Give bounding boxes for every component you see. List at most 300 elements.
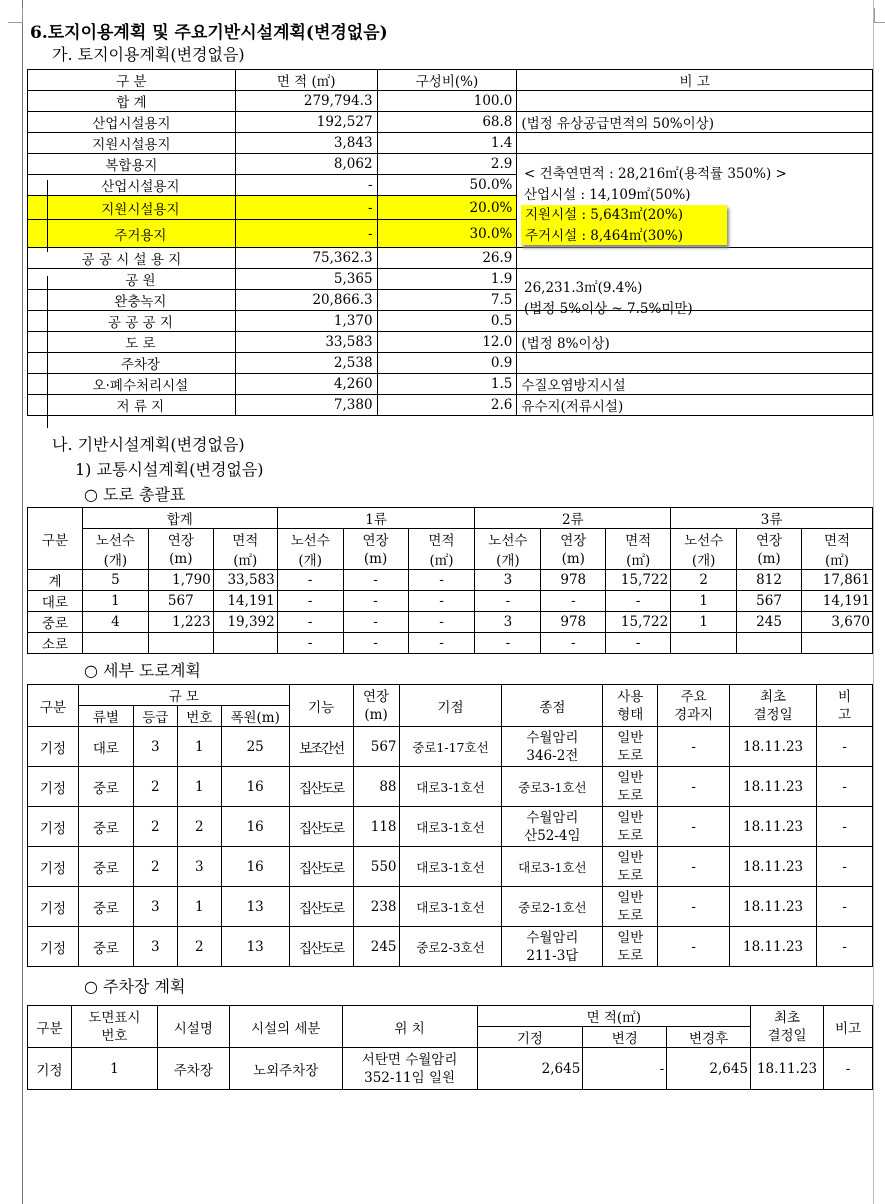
cell-width: 13 (221, 887, 289, 927)
cell: 812 (737, 570, 802, 591)
row-name: 복합용지 (28, 154, 236, 175)
cell-end-1: 수월암리 (526, 809, 579, 826)
row-name: 산업시설용지 (28, 112, 236, 133)
complex-note-floor-area (524, 164, 787, 206)
cell (737, 633, 802, 654)
row-ratio: 30.0% (377, 220, 517, 248)
header-area: 면적 (606, 529, 671, 550)
callout-support-facility: 지원시설 : 5,643㎡(20%) (525, 207, 683, 223)
cell-division: 기정 (28, 887, 79, 927)
table-row (28, 807, 873, 847)
cell: - (277, 570, 343, 591)
cell-end-2: 211-3답 (526, 947, 579, 964)
cell-start: 중로2-3호선 (399, 927, 502, 967)
cell-division: 기정 (28, 807, 79, 847)
cell-note: - (817, 847, 873, 887)
table-row (28, 633, 873, 654)
row-name: 중로 (28, 612, 83, 633)
cell (82, 633, 148, 654)
row-note (517, 353, 873, 374)
cell-type: 중로 (78, 927, 133, 967)
cell-date: 18.11.23 (730, 767, 817, 807)
row-name: 도 로 (28, 332, 236, 353)
cell-division: 기정 (28, 727, 79, 767)
table-row (28, 332, 873, 353)
header-division: 구 분 (28, 70, 236, 91)
cell-grade: 2 (133, 767, 177, 807)
cell-type: 대로 (78, 727, 133, 767)
row-name: 산업시설용지 (28, 175, 236, 196)
table-row (28, 311, 873, 332)
header-width: 폭원(m) (221, 706, 289, 727)
header-unit: (㎡) (606, 549, 671, 570)
park-note-line2: (법정 5%이상 ~ 7.5%미만) (524, 301, 693, 317)
row-note: 유수지(저류시설) (517, 395, 873, 416)
row-note (517, 133, 873, 154)
row-note: (법정 유상공급면적의 50%이상) (517, 112, 873, 133)
header-function: 기능 (289, 685, 353, 727)
header-scale: 규 모 (78, 685, 289, 706)
cell-function: 집산도로 (289, 927, 353, 967)
complex-note-line1: < 건축연면적 : 28,216㎡(용적률 350%) > (524, 166, 787, 182)
header-via-2: 경과지 (674, 706, 714, 723)
table-row (28, 353, 873, 374)
row-note: 수질오염방지시설 (517, 374, 873, 395)
header-note: 비 고 (517, 70, 873, 91)
header-length-1: 연장 (363, 688, 390, 705)
cell-use-2: 도로 (617, 947, 644, 964)
cell-division: 기정 (28, 847, 79, 887)
cell-use (603, 727, 658, 767)
cell-use-1: 일반 (617, 849, 644, 866)
cell-note: - (824, 1048, 873, 1090)
row-ratio: 68.8 (377, 112, 517, 133)
cell-use-1: 일반 (617, 929, 644, 946)
table-row (28, 112, 873, 133)
cell-facility-detail: 노외주차장 (229, 1048, 342, 1090)
cell-after-change: 2,645 (667, 1048, 751, 1090)
header-ratio: 구성비(%) (377, 70, 517, 91)
header-total: 합계 (82, 508, 277, 529)
row-ratio: 1.5 (377, 374, 517, 395)
cell: - (343, 612, 408, 633)
indent-line-public (47, 276, 48, 428)
cell-function: 집산도로 (289, 767, 353, 807)
cell (801, 633, 872, 654)
section-title: 6.토지이용계획 및 주요기반시설계획(변경없음) (30, 23, 388, 43)
header-unit: (m) (541, 549, 606, 570)
cell-location-2: 352-11임 일원 (364, 1069, 456, 1086)
header-change: 변경 (583, 1027, 667, 1048)
header-area: 면 적 (㎡) (235, 70, 377, 91)
cell (148, 633, 213, 654)
cell: 3 (475, 612, 541, 633)
cell-number: 3 (177, 847, 221, 887)
header-area: 면적 (213, 529, 277, 550)
complex-note-line2: 산업시설 : 14,109㎡(50%) (524, 187, 691, 203)
cell-date: 18.11.23 (730, 807, 817, 847)
cell-end-2: 산52-4임 (524, 827, 581, 844)
callout-residential: 주거시설 : 8,464㎡(30%) (525, 228, 683, 244)
row-name: 공 공 시 설 용 지 (28, 248, 236, 269)
road-summary-table (27, 507, 873, 654)
cell-function: 집산도로 (289, 887, 353, 927)
row-name: 주차장 (28, 353, 236, 374)
header-use-1: 사용 (617, 688, 644, 705)
cell: 5 (82, 570, 148, 591)
cell-use-1: 일반 (617, 729, 644, 746)
row-name: 공 원 (28, 269, 236, 290)
cell-start: 대로3-1호선 (399, 767, 502, 807)
cell: 1 (82, 591, 148, 612)
cell: - (277, 591, 343, 612)
subsection-land-use: 가. 토지이용계획(변경없음) (52, 45, 245, 64)
cell-number: 1 (177, 767, 221, 807)
row-ratio: 100.0 (377, 91, 517, 112)
row-ratio: 2.9 (377, 154, 517, 175)
cell: 17,861 (801, 570, 872, 591)
cell-end-1: 수월암리 (526, 729, 579, 746)
row-area: 4,260 (235, 374, 377, 395)
header-routes: 노선수 (82, 529, 148, 550)
road-detail-table (27, 684, 873, 967)
cell: - (343, 570, 408, 591)
cell-width: 13 (221, 927, 289, 967)
cell-use-2: 도로 (617, 787, 644, 804)
cell-function: 집산도로 (289, 847, 353, 887)
row-ratio: 2.6 (377, 395, 517, 416)
cell-via: - (658, 807, 730, 847)
cell-note: - (817, 767, 873, 807)
row-name: 공 공 공 지 (28, 311, 236, 332)
road-detail-title: ○ 세부 도로계획 (84, 661, 201, 680)
table-row (28, 612, 873, 633)
header-area: 면적 (801, 529, 872, 550)
header-length: 연장 (541, 529, 606, 550)
cell-date: 18.11.23 (730, 847, 817, 887)
cell: 15,722 (606, 570, 671, 591)
row-ratio: 7.5 (377, 290, 517, 311)
header-date-2: 결정일 (767, 1027, 807, 1044)
row-ratio: 50.0% (377, 175, 517, 196)
cell-grade: 3 (133, 887, 177, 927)
table-header-row (28, 549, 873, 570)
cell-end-1: 수월암리 (526, 929, 579, 946)
cell-date: 18.11.23 (751, 1048, 824, 1090)
cell-width: 16 (221, 807, 289, 847)
row-area: 1,370 (235, 311, 377, 332)
cell-number: 1 (177, 887, 221, 927)
cell-note: - (817, 927, 873, 967)
cell (671, 633, 737, 654)
header-via (658, 685, 730, 727)
header-use-2: 형태 (617, 706, 644, 723)
header-routes: 노선수 (671, 529, 737, 550)
cell: - (408, 612, 475, 633)
cell-end (502, 767, 603, 807)
row-area: 8,062 (235, 154, 377, 175)
cell (213, 633, 277, 654)
row-area: 7,380 (235, 395, 377, 416)
cell-start: 대로3-1호선 (399, 887, 502, 927)
cell-end-1: 중로3-1호선 (518, 779, 587, 795)
cell-type: 중로 (78, 847, 133, 887)
cell-location (342, 1048, 477, 1090)
cell-use (603, 887, 658, 927)
row-area: - (235, 220, 377, 248)
header-unit: (㎡) (213, 549, 277, 570)
cell: 3,670 (801, 612, 872, 633)
cell: 19,392 (213, 612, 277, 633)
header-number: 번호 (177, 706, 221, 727)
header-note-1: 비 (837, 688, 852, 705)
header-date-1: 최초 (773, 1009, 801, 1026)
cell: 4 (82, 612, 148, 633)
header-unit: (개) (671, 549, 737, 570)
cell-use (603, 847, 658, 887)
park-note (524, 278, 693, 320)
row-area: 33,583 (235, 332, 377, 353)
cell-date: 18.11.23 (730, 887, 817, 927)
table-row (28, 269, 873, 290)
header-location: 위 치 (342, 1006, 477, 1048)
cell: - (343, 633, 408, 654)
table-row (28, 887, 873, 927)
row-area: 3,843 (235, 133, 377, 154)
cell-number: 2 (177, 807, 221, 847)
subsection-transport: 1) 교통시설계획(변경없음) (75, 460, 264, 479)
cell-function: 집산도로 (289, 807, 353, 847)
row-area: - (235, 196, 377, 220)
row-ratio: 0.5 (377, 311, 517, 332)
cell: - (408, 633, 475, 654)
table-row (28, 248, 873, 269)
row-area: 192,527 (235, 112, 377, 133)
row-name: 지원시설용지 (28, 196, 236, 220)
table-row (28, 395, 873, 416)
road-summary-title: ○ 도로 총괄표 (84, 485, 186, 504)
header-division: 구분 (28, 1006, 72, 1048)
table-row (28, 847, 873, 887)
cell-via: - (658, 887, 730, 927)
header-date-2: 결정일 (753, 706, 793, 723)
cell: - (475, 591, 541, 612)
cell-change: - (583, 1048, 667, 1090)
header-division: 구분 (28, 685, 79, 727)
row-note (517, 91, 873, 112)
header-unit: (개) (82, 549, 148, 570)
parking-title: ○ 주차장 계획 (84, 977, 186, 996)
cell-use (603, 807, 658, 847)
cell-date: 18.11.23 (730, 927, 817, 967)
highlight-callout (521, 205, 727, 245)
header-facility-detail: 시설의 세분 (229, 1006, 342, 1048)
header-unit: (m) (343, 549, 408, 570)
row-name: 저 류 지 (28, 395, 236, 416)
header-area: 면적 (408, 529, 475, 550)
cell-use-2: 도로 (617, 907, 644, 924)
header-length: 연장 (343, 529, 408, 550)
header-class2: 2류 (475, 508, 671, 529)
header-start: 기점 (399, 685, 502, 727)
cell-function: 보조간선 (289, 727, 353, 767)
cell-width: 16 (221, 847, 289, 887)
cell-start: 대로3-1호선 (399, 807, 502, 847)
header-class1: 1류 (277, 508, 475, 529)
cell-via: - (658, 767, 730, 807)
row-ratio: 1.4 (377, 133, 517, 154)
cell: 1,223 (148, 612, 213, 633)
cell-grade: 2 (133, 847, 177, 887)
header-unit: (m) (148, 549, 213, 570)
cell-length: 567 (353, 727, 399, 767)
cell-use-1: 일반 (617, 809, 644, 826)
cell-note: - (817, 807, 873, 847)
cell-type: 중로 (78, 887, 133, 927)
parking-table (27, 1005, 873, 1090)
cell-end (502, 727, 603, 767)
row-area: 20,866.3 (235, 290, 377, 311)
cell-grade: 3 (133, 727, 177, 767)
row-area: 2,538 (235, 353, 377, 374)
header-routes: 노선수 (475, 529, 541, 550)
cell-note: - (817, 887, 873, 927)
header-date (730, 685, 817, 727)
cell-use (603, 767, 658, 807)
cell-start: 중로1-17호선 (399, 727, 502, 767)
cell: - (541, 591, 606, 612)
cell-use-2: 도로 (617, 747, 644, 764)
table-row (28, 1048, 873, 1090)
header-via-1: 주요 (680, 688, 707, 705)
row-ratio: 0.9 (377, 353, 517, 374)
table-header-row (28, 529, 873, 550)
cell: 567 (737, 591, 802, 612)
header-type: 류별 (78, 706, 133, 727)
header-routes: 노선수 (277, 529, 343, 550)
row-name: 오·폐수처리시설 (28, 374, 236, 395)
table-row (28, 727, 873, 767)
cell-length: 88 (353, 767, 399, 807)
cell: 33,583 (213, 570, 277, 591)
cell-use-2: 도로 (617, 867, 644, 884)
header-unit: (m) (737, 549, 802, 570)
cell-end (502, 807, 603, 847)
header-unit: (개) (475, 549, 541, 570)
table-header-row (28, 70, 873, 91)
cell: 1,790 (148, 570, 213, 591)
header-note-2: 고 (837, 706, 852, 723)
cell: 14,191 (801, 591, 872, 612)
row-name: 소로 (28, 633, 83, 654)
cell: 1 (671, 591, 737, 612)
table-row (28, 133, 873, 154)
cell-length: 550 (353, 847, 399, 887)
row-ratio: 20.0% (377, 196, 517, 220)
page-corner-mark (8, 8, 23, 23)
header-map-1: 도면표시 (88, 1009, 141, 1026)
cell: 567 (148, 591, 213, 612)
table-row (28, 374, 873, 395)
cell: 15,722 (606, 612, 671, 633)
cell-use-1: 일반 (617, 769, 644, 786)
cell-existing: 2,645 (477, 1048, 583, 1090)
cell-end (502, 887, 603, 927)
row-ratio: 1.9 (377, 269, 517, 290)
cell-start: 대로3-1호선 (399, 847, 502, 887)
header-note (817, 685, 873, 727)
cell: - (277, 612, 343, 633)
header-length-2: (m) (364, 706, 388, 723)
cell-division: 기정 (28, 927, 79, 967)
header-area: 면 적(㎡) (477, 1006, 751, 1027)
table-header-row (28, 1006, 873, 1027)
table-header-row (28, 508, 873, 529)
row-name: 주거용지 (28, 220, 236, 248)
cell-width: 25 (221, 727, 289, 767)
header-length (353, 685, 399, 727)
row-area: - (235, 175, 377, 196)
cell-location-1: 서탄면 수월암리 (361, 1051, 458, 1068)
cell-end (502, 927, 603, 967)
header-end: 종점 (502, 685, 603, 727)
row-name: 계 (28, 570, 83, 591)
header-note: 비고 (824, 1006, 873, 1048)
header-unit: (㎡) (801, 549, 872, 570)
table-row (28, 927, 873, 967)
cell: 14,191 (213, 591, 277, 612)
cell-date: 18.11.23 (730, 727, 817, 767)
header-facility-name: 시설명 (157, 1006, 229, 1048)
cell: 978 (541, 612, 606, 633)
cell: - (343, 591, 408, 612)
table-row (28, 91, 873, 112)
cell-grade: 3 (133, 927, 177, 967)
table-header-row (28, 685, 873, 706)
cell-length: 118 (353, 807, 399, 847)
header-division: 구분 (28, 508, 83, 570)
cell-via: - (658, 927, 730, 967)
cell-length: 238 (353, 887, 399, 927)
cell-note: - (817, 727, 873, 767)
cell-end-2: 346-2전 (526, 747, 579, 764)
row-name: 합 계 (28, 91, 236, 112)
cell-use-2: 도로 (617, 827, 644, 844)
cell: - (277, 633, 343, 654)
header-use (603, 685, 658, 727)
row-ratio: 26.9 (377, 248, 517, 269)
page-corner-mark-right (874, 8, 885, 23)
header-grade: 등급 (133, 706, 177, 727)
row-name: 완충녹지 (28, 290, 236, 311)
header-length: 연장 (148, 529, 213, 550)
cell-number: 1 (177, 727, 221, 767)
cell-grade: 2 (133, 807, 177, 847)
cell: - (408, 591, 475, 612)
cell: 2 (671, 570, 737, 591)
table-row (28, 570, 873, 591)
cell-end-1: 중로2-1호선 (518, 899, 587, 915)
header-existing: 기정 (477, 1027, 583, 1048)
header-length: 연장 (737, 529, 802, 550)
row-name: 대로 (28, 591, 83, 612)
park-note-line1: 26,231.3㎡(9.4%) (524, 280, 643, 296)
cell-map-number: 1 (71, 1048, 157, 1090)
cell-type: 중로 (78, 767, 133, 807)
header-date (751, 1006, 824, 1048)
cell: - (475, 633, 541, 654)
cell-via: - (658, 847, 730, 887)
